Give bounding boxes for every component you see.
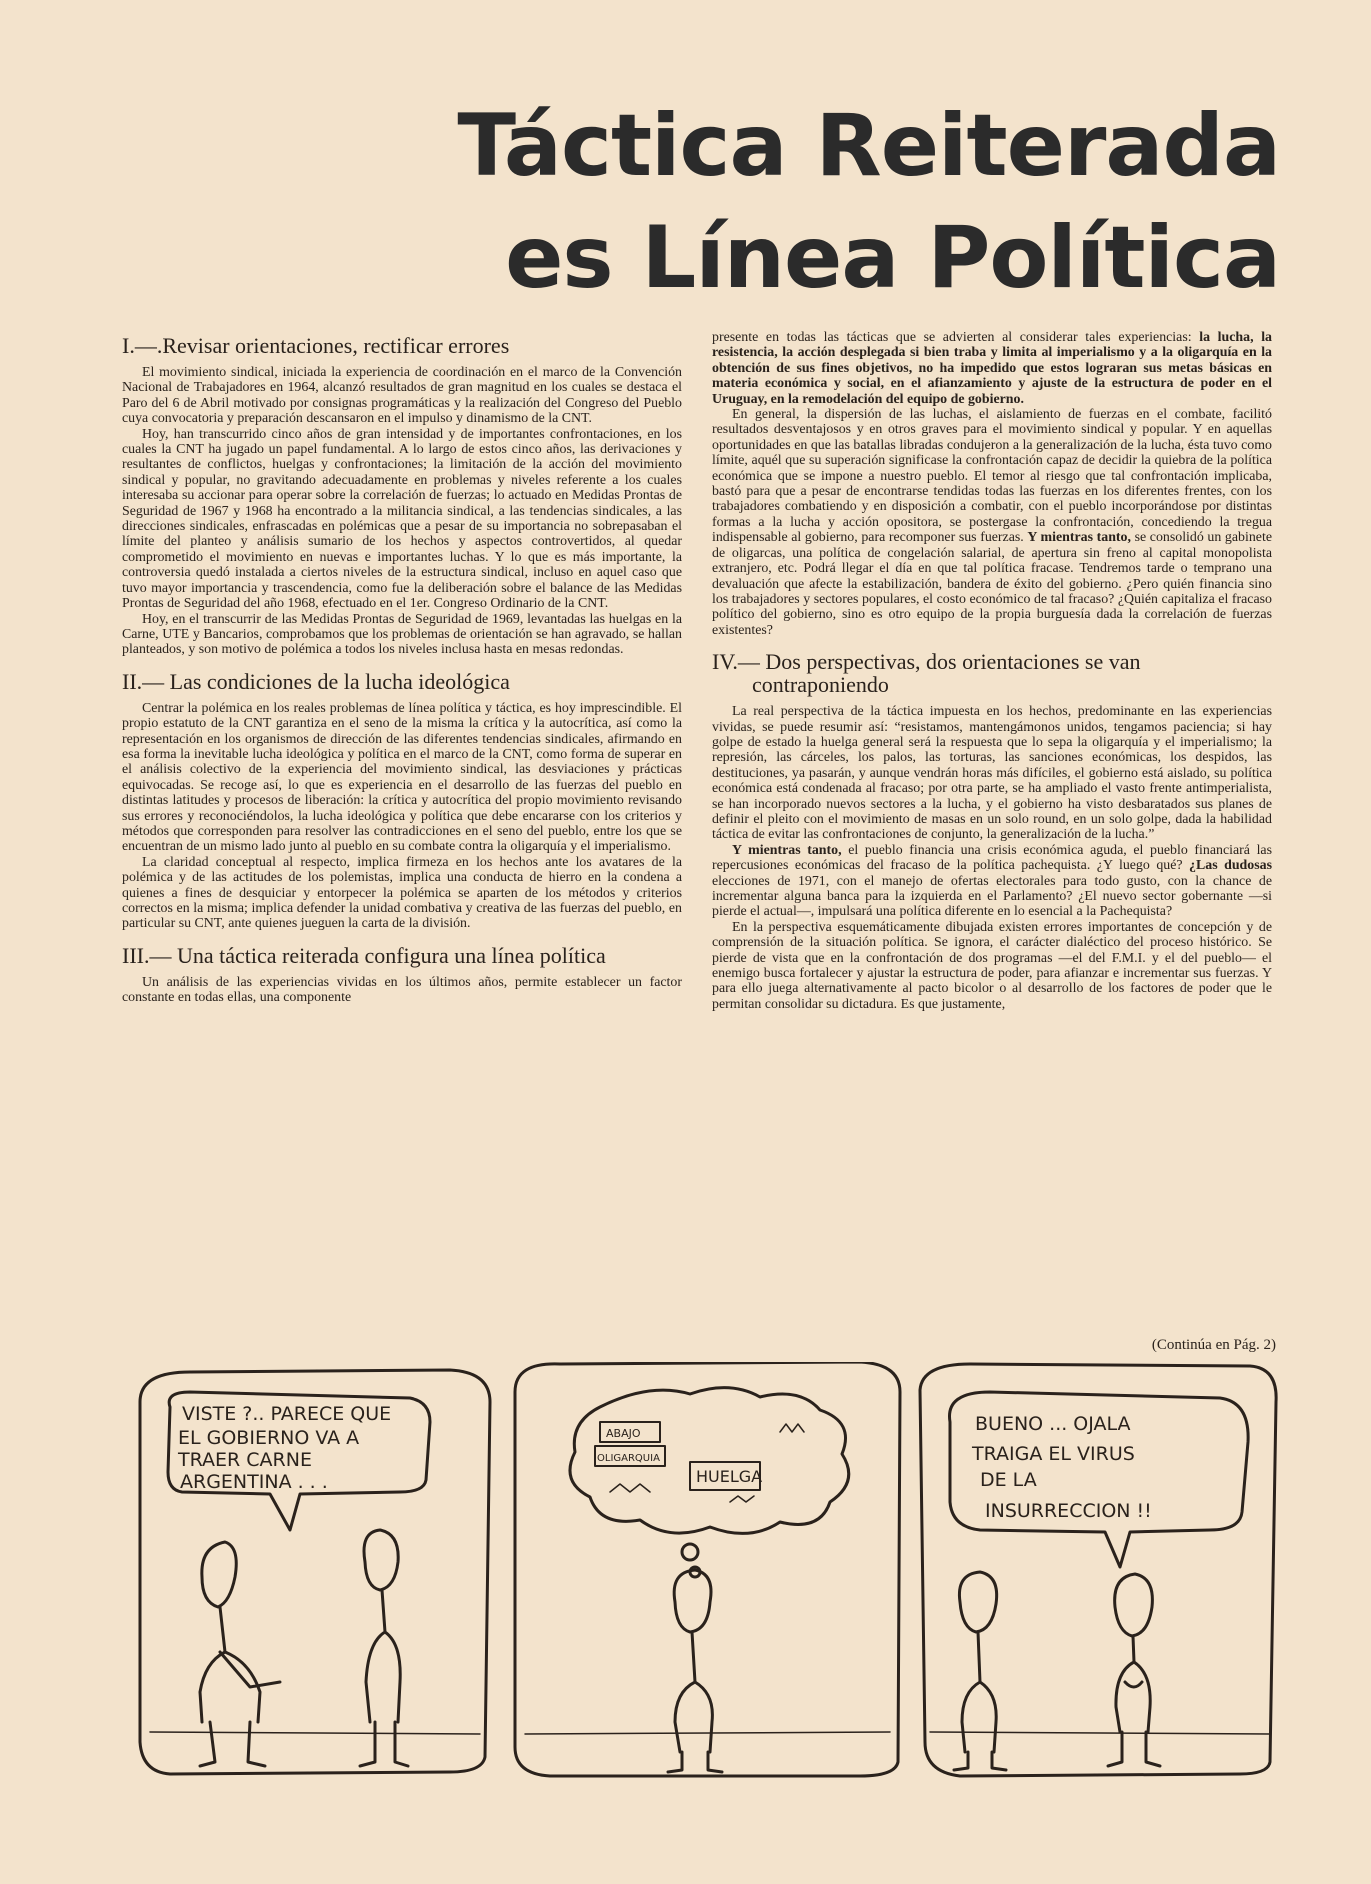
bubble-1-line-2: EL GOBIERNO VA A xyxy=(178,1427,360,1449)
section-3-paragraph: Un análisis de las experiencias vividas en los últimos años, permite establecer un factor constante en todas ellas, una componente xyxy=(122,974,682,1006)
bubble-1-line-4: ARGENTINA . . . xyxy=(180,1471,328,1493)
right-p1-lead: presente en todas las tácticas que se advierten al considerar tales experiencias: xyxy=(712,330,1192,345)
right-paragraph-3: La real perspectiva de la táctica impuesta en los hechos, predominante en las experiencias vividas, se puede resumir así: “resistamos, mantengámonos unidos, tengamos paciencia; si hay golpe de estado la huelga general será la respuesta que lo sepa la oligarquía y el imperialismo; la represión, las cárceles, los palos, las torturas, las sanciones económicas, los despidos, las destituciones, ya pasarán, y aunque vendrán horas más difíciles, el gobierno está aislado, su política económica está condenada al fracaso; por otra parte, se ha ampliado el vasto frente antimperialista, se han incorporado nuevos sectores a la lucha, y el gobierno ha visto desbaratados sus planes de definir el pleito con el movimiento de masas en un solo round, en un solo golpe, dada la habilidad táctica de evitar las confrontaciones de conjunto, la generalización de la lucha.” xyxy=(712,704,1272,843)
right-p2-bold: Y mientras tanto, xyxy=(1027,530,1131,546)
right-p4-bold-2: ¿Las dudosas xyxy=(1189,858,1272,874)
headline-line-1: Táctica Reiterada xyxy=(457,96,1280,196)
cartoon-character-dreaming xyxy=(668,1570,722,1772)
headline xyxy=(320,90,1280,314)
bubble-1-line-1: VISTE ?.. PARECE QUE xyxy=(182,1403,392,1425)
bubble-3-line-1: BUENO ... OJALA xyxy=(975,1413,1131,1435)
section-2-paragraph: La claridad conceptual al respecto, implica firmeza en los hechos ante los avatares de la polémica y de las actitudes de los polemistas, implica una conducta de hierro en la condena a quienes a fines de desquiciar y entorpecer la polémica se aparten de los métodos y criterios correctos en la misma; implica defender la unidad combativa y creativa de las fuerzas del pueblo, en particular su CNT, ante quienes jueguen la carta de la división. xyxy=(122,854,682,932)
right-p4-tail: elecciones de 1971, con el manejo de ofertas electorales para todo gusto, con la chance de incrementar alguna banca para la izquierda en el Parlamento? ¿El nuevo sector gobernante —si pierde el actual—, impulsará una política diferente en lo esencial a la Pachequista? xyxy=(712,873,1272,920)
right-paragraph-2 xyxy=(712,407,1272,638)
right-paragraph-1 xyxy=(712,330,1272,407)
continuation-note: (Continúa en Pág. 2) xyxy=(1151,1337,1276,1353)
right-p1-bold: la lucha, la resistencia, la acción desplegada si bien traba y limita al imperialismo y a la oligarquía en la obtención de sus fines objetivos, no ha impedido que estos lograran sus metas básicas en materia económica y social, en el afianzamiento y ajuste de la estructura de poder en el Uruguay, en la remodelación del equipo de gobierno. xyxy=(712,330,1272,407)
bubble-3-line-4: INSURRECCION !! xyxy=(985,1500,1152,1522)
protest-sign-text-1: ABAJO xyxy=(606,1427,641,1440)
protest-sign-text-3: HUELGA xyxy=(696,1467,763,1486)
cartoon-character-left-panel3 xyxy=(954,1572,1006,1770)
cartoon-character-right xyxy=(360,1530,408,1766)
section-2-paragraph: Centrar la polémica en los reales problemas de línea política y táctica, es hoy imprescindible. El propio estatuto de la CNT garantiza en el seno de la misma la crítica y la autocrítica, así como la representación en los organismos de dirección de las diferentes tendencias sindicales, afirmando en esa forma la inevitable lucha ideológica y política en el marco de la CNT, como forma de superar en el análisis colectivo de la experiencia del movimiento sindical, las desviaciones y prácticas equivocadas. Se recoge así, lo que es experiencia en el desarrollo de las fuerzas del pueblo en distintas latitudes y procesos de liberación: la crítica y autocrítica del propio movimiento revisando sus errores y reconociéndolos, la lucha ideológica y política que debe encararse con los criterios y métodos que corresponden para resolver las contradicciones en el seno del pueblo, entre los que se encuentran de un mismo lado junto al pueblo en su combate contra la oligarquía y el imperialismo. xyxy=(122,700,682,855)
right-p2-tail: se consolidó un gabinete de oligarcas, una política de congelación salarial, de apertura sin freno al capital monopolista extranjero, etc. Podrá llegar el día en que tal política fracase. Tendremos tarde o temprano una devaluación que afecte la estabilización, bandera de éxito del gobierno. ¿Pero quién financia sino los trabajadores y sectores populares, el costo económico de tal fracaso? ¿Quién capitaliza el fracaso político del gobierno, sino es otro equipo de la propia burguesía dada la correlación de fuerzas existentes? xyxy=(712,530,1272,638)
right-paragraph-5: En la perspectiva esquemáticamente dibujada existen errores importantes de concepción y de comprensión de la situación política. Se ignora, el carácter dialéctico del proceso histórico. Se pierde de vista que en la confrontación de dos programas —el del F.M.I. y el del pueblo— el enemigo busca fortalecer y ajustar la estructura de poder, para afianzar e incrementar sus fuerzas. Y para ello juega alternativamente al pacto bicolor o al desarrollo de los factores de poder que le permitan consolidar su dictadura. Es que justamente, xyxy=(712,919,1272,1012)
section-1-paragraph: Hoy, en el transcurrir de las Medidas Prontas de Seguridad de 1969, levantadas las huelgas en la Carne, UTE y Bancarios, comprobamos que los problemas de orientación se han agravado, se hallan planteados, y son motivo de polémica a todos los niveles inclusa hasta en mesas redondas. xyxy=(122,611,682,658)
headline-line-2: es Línea Política xyxy=(505,208,1280,308)
right-p4-bold: Y mientras tanto, xyxy=(732,842,842,858)
ground-line xyxy=(150,1732,1270,1734)
right-column xyxy=(712,330,1272,1355)
comic-strip xyxy=(130,1362,1280,1782)
section-heading-1: I.—.Revisar orientaciones, rectificar errores xyxy=(122,333,510,358)
section-heading-4: IV.— Dos perspectivas, dos orientaciones se van contraponiendo xyxy=(712,649,1141,698)
bubble-1-line-3: TRAER CARNE xyxy=(178,1449,312,1471)
left-column xyxy=(122,330,682,1355)
section-1-paragraph: El movimiento sindical, iniciada la experiencia de coordinación en el marco de la Convención Nacional de Trabajadores en 1964, alcanzó resultados de gran magnitud en los cuales se destaca el Paro del 6 de Abril motivado por consignas programáticas y la realización del Congreso del Pueblo cuya convocatoria y preparación descansaron en el impulso y dinamismo de la CNT. xyxy=(122,365,682,427)
right-p2-text: En general, la dispersión de las luchas, el aislamiento de fuerzas en el combate, facilitó resultados desventajosos y en otros graves para el movimiento sindical y popular. Y en aquellas oportunidades en que las batallas libradas condujeron a la generalización de la lucha, ésta tuvo como límite, aquél que su superación significase la confrontación capaz de decidir la quiebra de la política económica que se impone a nuestro pueblo. El temor al riesgo que tal confrontación implicaba, bastó para que a pesar de encontrarse tendidas todas las fuerzas en los diferentes frentes, con los trabajadores combatiendo y en disposición a combatir, con el pueblo incorporándose por distintas formas a la lucha y acción opositora, se postergase la confrontación, concediendo la tregua indispensable al gobierno, para recomponer sus fuerzas. xyxy=(712,407,1272,546)
protest-sign-text-2: OLIGARQUIA xyxy=(597,1453,660,1464)
section-heading-3: III.— Una táctica reiterada configura una línea política xyxy=(122,942,606,968)
section-heading-2: II.— Las condiciones de la lucha ideológica xyxy=(122,668,510,694)
bubble-3-line-3: DE LA xyxy=(980,1469,1037,1491)
section-1-paragraph: Hoy, han transcurrido cinco años de gran intensidad y de importantes confrontaciones, en los cuales la CNT ha jugado un papel fundamental. A lo largo de estos cinco años, las derivaciones y resultantes de conflictos, huelgas y confrontaciones; la limitación de la acción del movimiento sindical y popular, no gravitando adecuadamente en problemas y niveles referente a los cuales interesaba su accionar para operar sobre la correlación de fuerzas; lo actuado en Medidas Prontas de Seguridad de 1967 y 1968 ha encontrado a la militancia sindical, a las tendencias sindicales, a las direcciones sindicales, enfrascadas en polémicas que a pesar de su importancia no sobrepasaban el límite del planteo y análisis sumario de los hechos y aspectos controvertidos, al quedar comprometido el movimiento en nuevas e importantes luchas. Y lo que es más importante, la controversia quedó instalada a ciertos niveles de la estructura sindical, incluso en aquel caso que tuvo mayor importancia y trascendencia, como fue la deliberación sobre el balance de las Medidas Prontas de Seguridad del año 1968, efectuado en el 1er. Congreso Ordinario de la CNT. xyxy=(122,426,682,612)
right-p4-text: el pueblo financia una crisis económica aguda, el pueblo financiará las repercusiones económicas del fracaso de la política pachequista. ¿Y luego qué? xyxy=(712,842,1272,874)
cartoon-character-right-panel3 xyxy=(1108,1574,1160,1766)
right-paragraph-4 xyxy=(712,843,1272,920)
bubble-3-line-2: TRAIGA EL VIRUS xyxy=(972,1443,1135,1465)
